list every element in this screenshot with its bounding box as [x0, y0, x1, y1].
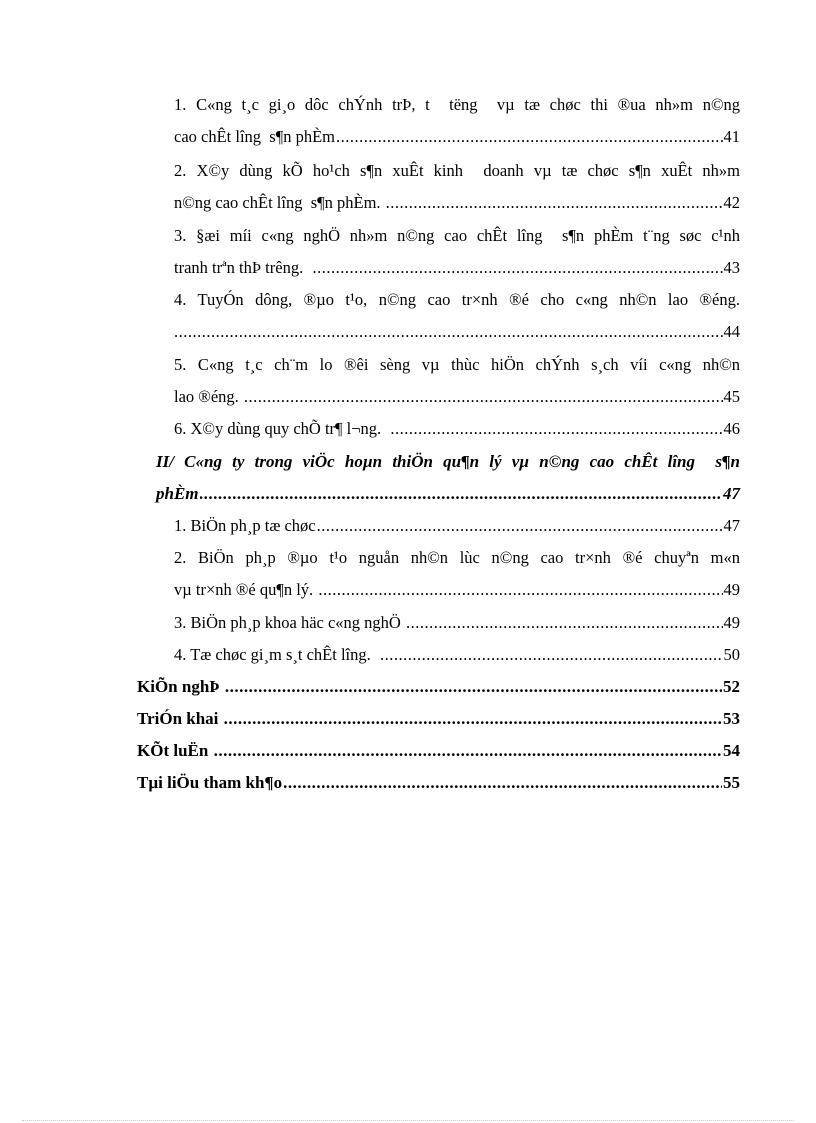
toc-entry-text: 4. Tæ chøc gi¸m s¸t chÊt lîng. — [174, 645, 380, 664]
toc-page-number: 52 — [723, 677, 740, 696]
toc-page-number: 49 — [723, 580, 740, 599]
toc-entry-text: Tµi liÖu tham kh¶o — [137, 773, 283, 792]
leader-dots — [283, 773, 722, 793]
toc-entry-text: 1. BiÖn ph¸p tæ chøc — [174, 516, 316, 535]
leader-dots — [318, 580, 722, 600]
toc-entry-3-line2[interactable] — [174, 258, 740, 278]
toc-entry-text: 5. C«ng t¸c ch¨m lo ®êi sèng vµ thùc hiÖn chÝnh s¸ch víi c«ng nh©n — [174, 355, 740, 374]
toc-entry-ii-1[interactable] — [174, 516, 740, 536]
toc-entry-3-line1 — [174, 226, 740, 246]
toc-entry-text: vµ tr×nh ®é qu¶n lý. — [174, 580, 318, 599]
toc-entry-text: 2. BiÖn ph¸p ®µo t¹o nguån nh©n lùc n©ng cao tr×nh ®é chuyªn m«n — [174, 548, 740, 567]
leader-dots — [380, 645, 722, 665]
toc-section-ii-line2[interactable] — [156, 484, 740, 504]
page-bottom-divider — [22, 1120, 794, 1121]
toc-page-number: 47 — [723, 516, 740, 535]
toc-entry-ii-4[interactable] — [174, 645, 740, 665]
toc-entry-tai-lieu[interactable] — [137, 773, 740, 793]
toc-entry-text: 3. §æi míi c«ng nghÖ nh»m n©ng cao chÊt lîng s¶n phÈm t¨ng søc c¹nh — [174, 226, 740, 245]
leader-dots — [312, 258, 722, 278]
toc-page-number: 49 — [723, 613, 740, 632]
toc-page-number: 43 — [723, 258, 740, 277]
toc-entry-ii-2-line2[interactable] — [174, 580, 740, 600]
toc-page-number: 42 — [723, 193, 740, 212]
toc-page-number: 50 — [723, 645, 740, 664]
toc-section-title: phÈm — [156, 484, 199, 503]
toc-page-number: 54 — [723, 741, 740, 760]
toc-entry-1-line1 — [174, 95, 740, 115]
toc-page-number: 41 — [723, 127, 740, 146]
toc-entry-text: 2. X©y dùng kÕ ho¹ch s¶n xuÊt kinh doanh vµ tæ chøc s¶n xuÊt nh»m — [174, 161, 740, 180]
toc-entry-4-line1 — [174, 290, 740, 310]
toc-entry-text: tranh trªn thÞ trêng. — [174, 258, 312, 277]
toc-entry-text: lao ®éng. — [174, 387, 243, 406]
toc-entry-2-line1 — [174, 161, 740, 181]
leader-dots — [174, 322, 723, 342]
toc-page-number: 53 — [723, 709, 740, 728]
toc-entry-text: 3. BiÖn ph¸p khoa häc c«ng nghÖ — [174, 613, 405, 632]
leader-dots — [336, 127, 723, 147]
toc-entry-6[interactable] — [174, 419, 740, 439]
toc-page-number: 45 — [723, 387, 740, 406]
toc-entry-text: 1. C«ng t¸c gi¸o dôc chÝnh trÞ, t tëng vµ tæ chøc thi ®ua nh»m n©ng — [174, 95, 740, 114]
leader-dots — [244, 387, 723, 407]
toc-section-ii-line1 — [156, 452, 740, 472]
leader-dots — [317, 516, 723, 536]
toc-entry-text: TriÓn khai — [137, 709, 223, 728]
toc-entry-ii-3[interactable] — [174, 613, 740, 633]
toc-entry-1-line2[interactable] — [174, 127, 740, 147]
toc-page-number: 55 — [723, 773, 740, 792]
leader-dots — [214, 741, 722, 761]
toc-entry-5-line2[interactable] — [174, 387, 740, 407]
toc-entry-ii-2-line1 — [174, 548, 740, 568]
toc-entry-text: 4. TuyÓn dông, ®µo t¹o, n©ng cao tr×nh ®é cho c«ng nh©n lao ®éng. — [174, 290, 740, 309]
toc-entry-text: n©ng cao chÊt lîng s¶n phÈm. — [174, 193, 385, 212]
toc-page-number: 44 — [723, 322, 740, 341]
toc-entry-text: cao chÊt lîng s¶n phÈm — [174, 127, 335, 146]
toc-entry-2-line2[interactable] — [174, 193, 740, 213]
toc-entry-kien-nghi[interactable] — [137, 677, 740, 697]
leader-dots — [390, 419, 722, 439]
toc-entry-4-line2[interactable] — [174, 322, 740, 342]
toc-section-title: II/ C«ng ty trong viÖc hoµn thiÖn qu¶n lý vµ n©ng cao chÊt lîng s¶n — [156, 452, 740, 471]
toc-entry-5-line1 — [174, 355, 740, 375]
toc-entry-ket-luan[interactable] — [137, 741, 740, 761]
toc-entry-text: 6. X©y dùng quy chÕ tr¶ l¬ng. — [174, 419, 390, 438]
toc-page-number: 47 — [723, 484, 740, 503]
leader-dots — [406, 613, 723, 633]
leader-dots — [225, 677, 722, 697]
toc-entry-text: KÕt luËn — [137, 741, 213, 760]
leader-dots — [386, 193, 723, 213]
toc-entry-text: KiÕn nghÞ — [137, 677, 224, 696]
leader-dots — [224, 709, 722, 729]
leader-dots — [200, 484, 722, 504]
toc-entry-trien-khai[interactable] — [137, 709, 740, 729]
toc-page-number: 46 — [723, 419, 740, 438]
